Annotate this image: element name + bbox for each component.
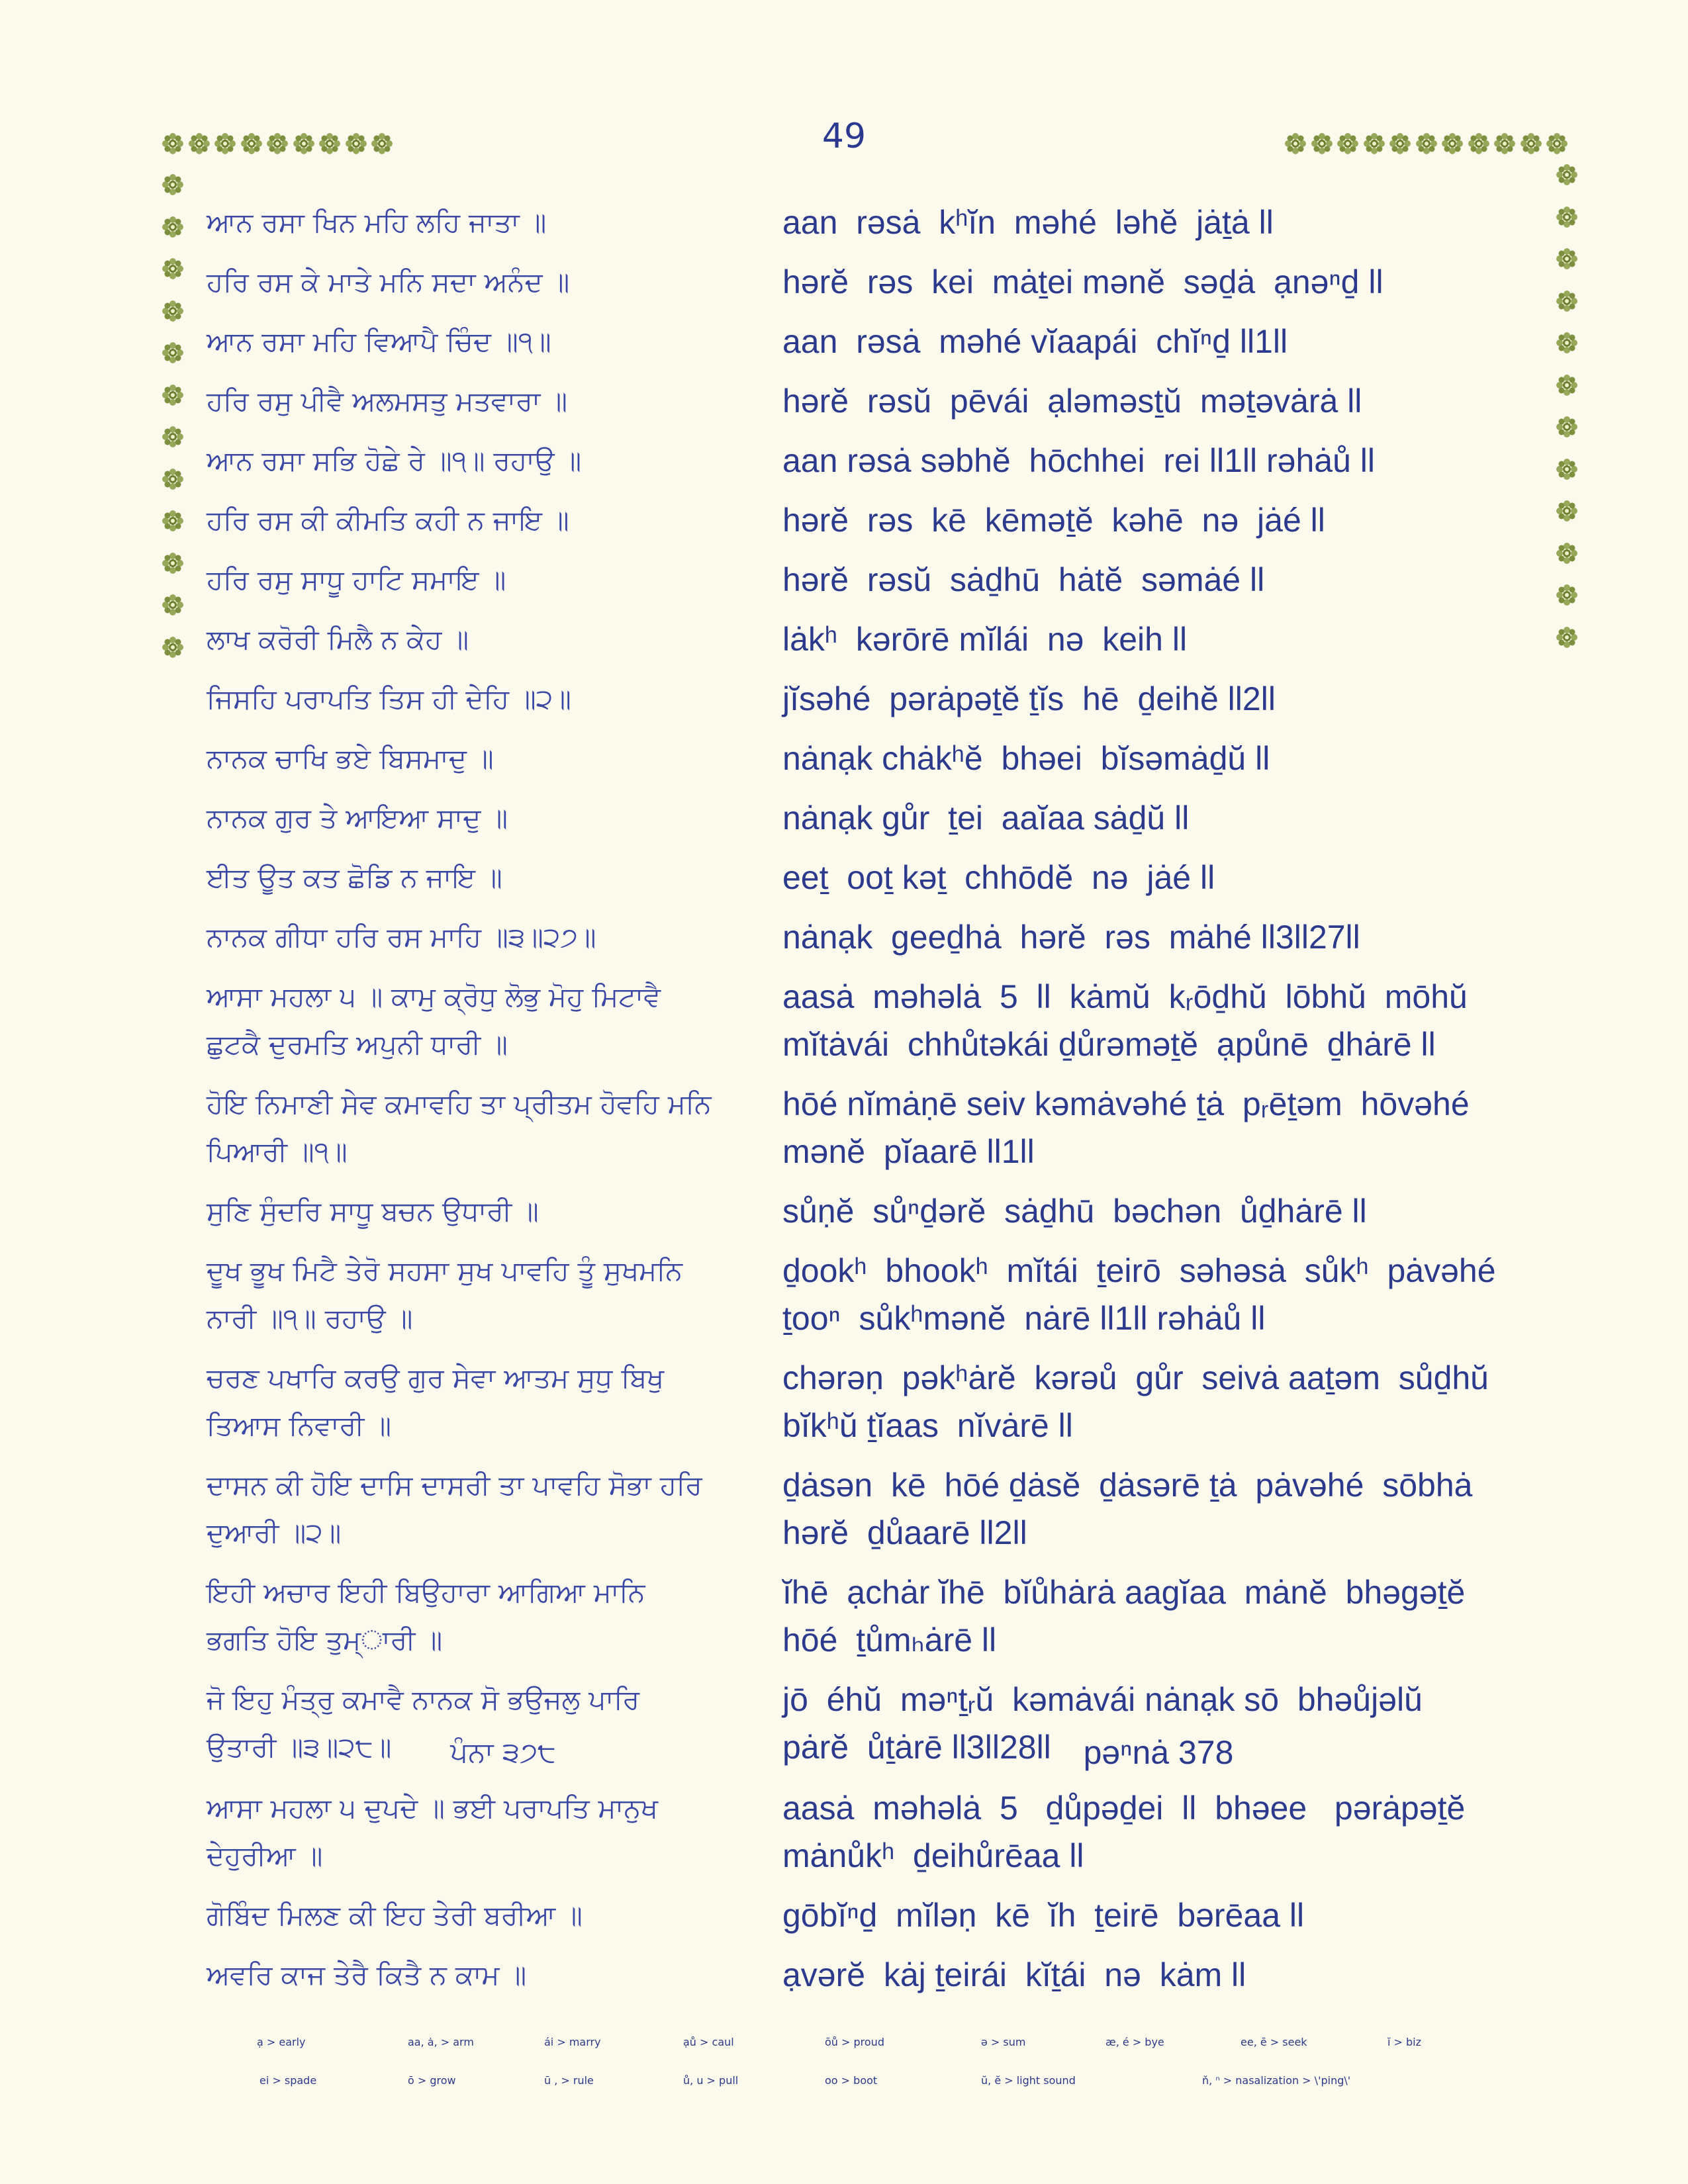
transliteration-text: hərĕ rəs kē kēməṯĕ kəhē nə jȧé ll xyxy=(782,502,1325,539)
verse-line xyxy=(0,258,1688,318)
verse-line xyxy=(0,496,1688,556)
verse-line xyxy=(0,1247,1688,1354)
transliteration-text: hərĕ rəsŭ sȧḏhū hȧtĕ səmȧé ll xyxy=(782,561,1265,598)
gurmukhi-text: ਨਾਨਕ ਚਾਖਿ ਭਏ ਬਿਸਮਾਦੁ ॥ xyxy=(207,743,494,774)
gurmukhi-text: ਨਾਨਕ ਗੁਰ ਤੇ ਆਇਆ ਸਾਦੁ ॥ xyxy=(207,802,508,834)
flower-icon xyxy=(240,132,263,155)
flower-icon xyxy=(1546,132,1568,155)
gurmukhi-text: ਇਹੀ ਅਚਾਰ ਇਹੀ ਬਿਉਹਾਰਾ ਆਗਿਆ ਮਾਨਿ ਭਗਤਿ ਹੋਇ ਤੁਮ੍ਾਰੀ ॥ xyxy=(207,1576,645,1656)
gurmukhi-text: ਆਸਾ ਮਹਲਾ ੫ ॥ ਕਾਮੁ ਕ੍ਰੋਧੁ ਲੋਭੁ ਮੋਹੁ ਮਿਟਾਵੈ ਛੁਟਕੈ ਦੁਰਮਤਿ ਅਪੁਨੀ ਧਾਰੀ ॥ xyxy=(207,981,661,1060)
verse-line xyxy=(0,556,1688,615)
transliteration-text: eeṯ ooṯ kəṯ chhōdĕ nə jȧé ll xyxy=(782,859,1215,896)
flower-icon xyxy=(1363,132,1385,155)
legend-entry: ạ > early xyxy=(257,2036,306,2048)
legend-entry: ōů > proud xyxy=(825,2036,884,2048)
gurmukhi-text: ਈਤ ਊਤ ਕਤ ਛੋਡਿ ਨ ਜਾਇ ॥ xyxy=(207,862,502,893)
verse-line xyxy=(0,1891,1688,1951)
verse-line xyxy=(0,1951,1688,2011)
verse-line xyxy=(0,854,1688,913)
gurmukhi-text: ਹਰਿ ਰਸੁ ਸਾਧੂ ਹਾਟਿ ਸਮਾਇ ॥ xyxy=(207,564,506,596)
legend-entry: æ, é > bye xyxy=(1105,2036,1164,2048)
transliteration-text: gōbĭⁿḏ mĭləṇ kē ĭh ṯeirē bərēaa ll xyxy=(782,1897,1305,1934)
flower-icon xyxy=(1415,132,1438,155)
gurmukhi-text: ਆਸਾ ਮਹਲਾ ੫ ਦੁਪਦੇ ॥ ਭਈ ਪਰਾਪਤਿ ਮਾਨੁਖ ਦੇਹੁਰੀਆ ॥ xyxy=(207,1792,658,1872)
flower-icon xyxy=(1284,132,1307,155)
flower-icon xyxy=(371,132,393,155)
gurmukhi-text: ਆਨ ਰਸਾ ਮਹਿ ਵਿਆਪੈ ਚਿੰਦ ॥੧॥ xyxy=(207,326,551,357)
flower-icon xyxy=(293,132,315,155)
gurmukhi-text: ਗੋਬਿੰਦ ਮਿਲਣ ਕੀ ਇਹ ਤੇਰੀ ਬਰੀਆ ॥ xyxy=(207,1899,583,1931)
legend-entry: ū , > rule xyxy=(544,2074,594,2087)
verse-line xyxy=(0,1569,1688,1676)
verse-line xyxy=(0,1784,1688,1891)
ang-marker-gurmukhi: ਪੰਨਾ ੩੭੮ xyxy=(450,1736,556,1768)
transliteration-text: aan rəsȧ səbhĕ hōchhei rei ll1ll rəhȧů ll xyxy=(782,442,1375,479)
transliteration-text: lȧkʰ kərōrē mĭlái nə keih ll xyxy=(782,621,1188,658)
gurmukhi-text: ਲਾਖ ਕਰੋਰੀ ਮਿਲੈ ਨ ਕੇਹ ॥ xyxy=(207,623,469,655)
gurmukhi-text: ਆਨ ਰਸਾ ਸਭਿ ਹੋਛੇ ਰੇ ॥੧॥ ਰਹਾਉ ॥ xyxy=(207,445,582,477)
legend-entry: ə > sum xyxy=(981,2036,1026,2048)
gurmukhi-text: ਨਾਨਕ ਗੀਧਾ ਹਰਿ ਰਸ ਮਾਹਿ ॥੩॥੨੭॥ xyxy=(207,921,596,953)
page-number: 49 xyxy=(821,116,867,156)
transliteration-text: chərəṇ pəkʰȧrĕ kərəů gůr seivȧ aaṯəm sůḏhŭ bĭkʰŭ ṯĭaas nĭvȧrē ll xyxy=(782,1359,1489,1444)
flower-icon xyxy=(1311,132,1333,155)
legend-entry: ee, ē > seek xyxy=(1241,2036,1307,2048)
flower-icon xyxy=(1468,132,1490,155)
flower-icon xyxy=(1441,132,1464,155)
transliteration-text: aan rəsȧ məhé vĭaapái chĭⁿḏ ll1ll xyxy=(782,323,1288,360)
verse-line xyxy=(0,199,1688,258)
verse-line xyxy=(0,794,1688,854)
legend-entry: ạů > caul xyxy=(683,2036,734,2048)
flower-icon xyxy=(318,132,341,155)
verse-line xyxy=(0,437,1688,496)
gurmukhi-text: ਹਰਿ ਰਸ ਕੀ ਕੀਮਤਿ ਕਹੀ ਨ ਜਾਇ ॥ xyxy=(207,504,569,536)
flower-icon xyxy=(345,132,367,155)
verse-line xyxy=(0,1676,1688,1783)
transliteration-text: ḏookʰ bhookʰ mĭtái ṯeirō səhəsȧ sůkʰ pȧvəhé ṯooⁿ sůkʰmənĕ nȧrē ll1ll rəhȧů ll xyxy=(782,1252,1496,1337)
verse-line xyxy=(0,1354,1688,1461)
gurmukhi-text: ਹਰਿ ਰਸੁ ਪੀਵੈ ਅਲਮਸਤੁ ਮਤਵਾਰਾ ॥ xyxy=(207,385,568,417)
transliteration-text: ḏȧsən kē hōé ḏȧsĕ ḏȧsərē ṯȧ pȧvəhé sōbhȧ hərĕ ḏůaarē ll2ll xyxy=(782,1467,1473,1551)
verse-line xyxy=(0,973,1688,1080)
legend-entry: oo > boot xyxy=(825,2074,878,2087)
flower-icon xyxy=(1520,132,1542,155)
verse-line xyxy=(0,913,1688,973)
verse-line xyxy=(0,318,1688,377)
gurmukhi-text: ਸੁਣਿ ਸੁੰਦਰਿ ਸਾਧੂ ਬਚਨ ਉਧਾਰੀ ॥ xyxy=(207,1195,539,1227)
verse-line xyxy=(0,615,1688,675)
verse-line xyxy=(0,1080,1688,1187)
flower-icon xyxy=(214,132,236,155)
flower-icon xyxy=(162,173,184,196)
gurmukhi-text: ਦੂਖ ਭੂਖ ਮਿਟੈ ਤੇਰੋ ਸਹਸਾ ਸੁਖ ਪਾਵਹਿ ਤੂੰ ਸੁਖਮਨਿ ਨਾਰੀ ॥੧॥ ਰਹਾਉ ॥ xyxy=(207,1255,683,1334)
transliteration-text: hōé nĭmȧṇē seiv kəmȧvəhé ṯȧ pᵣēṯəm hōvəhé mənĕ pĭaarē ll1ll xyxy=(782,1085,1470,1170)
verse-line xyxy=(0,675,1688,735)
legend-entry: ei > spade xyxy=(259,2074,317,2087)
legend-entry: ái > marry xyxy=(544,2036,601,2048)
gurmukhi-text: ਹਰਿ ਰਸ ਕੇ ਮਾਤੇ ਮਨਿ ਸਦਾ ਅਨੰਦ ॥ xyxy=(207,266,570,298)
flower-icon xyxy=(188,132,211,155)
verse-line xyxy=(0,1187,1688,1247)
ang-marker-roman: pəⁿnȧ 378 xyxy=(1083,1734,1234,1771)
gurmukhi-text: ਚਰਣ ਪਖਾਰਿ ਕਰਉ ਗੁਰ ਸੇਵਾ ਆਤਮ ਸੁਧੁ ਬਿਖੁ ਤਿਆਸ ਨਿਵਾਰੀ ॥ xyxy=(207,1362,665,1441)
flower-icon xyxy=(1389,132,1411,155)
transliteration-text: aan rəsȧ kʰĭn məhé ləhĕ jȧṯȧ ll xyxy=(782,204,1274,241)
verse-line xyxy=(0,1461,1688,1569)
transliteration-text: ạvərĕ kȧj ṯeirái kĭṯái nə kȧm ll xyxy=(782,1956,1246,1993)
transliteration-text: aasȧ məhəlȧ 5 ḏůpəḏei ll bhəee pərȧpəṯĕ mȧnůkʰ ḏeihůrēaa ll xyxy=(782,1790,1466,1874)
flower-icon xyxy=(1556,163,1578,186)
transliteration-text: hərĕ rəsŭ pēvái ạləməsṯŭ məṯəvȧrȧ ll xyxy=(782,383,1362,420)
legend-entry: ů, u > pull xyxy=(683,2074,739,2087)
transliteration-text: jō éhŭ məⁿṯᵣŭ kəmȧvái nȧnạk sō bhəůjəlŭ pȧrĕ ůṯȧrē ll3ll28ll xyxy=(782,1681,1423,1766)
verse-line xyxy=(0,377,1688,437)
legend-entry: ĭ > biz xyxy=(1387,2036,1422,2048)
gurmukhi-text: ਦਾਸਨ ਕੀ ਹੋਇ ਦਾਸਿ ਦਾਸਰੀ ਤਾ ਪਾਵਹਿ ਸੋਭਾ ਹਰਿ ਦੁਆਰੀ ॥੨॥ xyxy=(207,1469,702,1549)
transliteration-text: ĭhē ạchȧr ĭhē bĭůhȧrȧ aagĭaa mȧnĕ bhəgəṯĕ hōé ṯůmₕȧrē ll xyxy=(782,1574,1466,1659)
legend-entry: ō > grow xyxy=(408,2074,456,2087)
gurmukhi-text: ਅਵਰਿ ਕਾਜ ਤੇਰੈ ਕਿਤੈ ਨ ਕਾਮ ॥ xyxy=(207,1959,527,1991)
flower-icon xyxy=(1493,132,1516,155)
transliteration-text: aasȧ məhəlȧ 5 ll kȧmŭ kᵣōḏhŭ lōbhŭ mōhŭ mĭtȧvái chhůtəkái ḏůrəməṯĕ ạpůnē ḏhȧrē ll xyxy=(782,978,1468,1063)
verse-line xyxy=(0,735,1688,794)
legend-entry: aa, ȧ, > arm xyxy=(408,2036,474,2048)
transliteration-text: nȧnạk chȧkʰĕ bhəei bĭsəmȧḏŭ ll xyxy=(782,740,1270,777)
flower-icon xyxy=(266,132,289,155)
gurmukhi-text: ਹੋਇ ਨਿਮਾਣੀ ਸੇਵ ਕਮਾਵਹਿ ਤਾ ਪ੍ਰੀਤਮ ਹੋਵਹਿ ਮਨਿ ਪਿਆਰੀ ॥੧॥ xyxy=(207,1088,712,1167)
transliteration-text: nȧnạk gůr ṯei aaĭaa sȧḏŭ ll xyxy=(782,799,1190,837)
flower-icon xyxy=(1336,132,1359,155)
flower-icon xyxy=(162,132,184,155)
gurmukhi-text: ਜਿਸਹਿ ਪਰਾਪਤਿ ਤਿਸ ਹੀ ਦੇਹਿ ॥੨॥ xyxy=(207,683,571,715)
transliteration-text: hərĕ rəs kei mȧṯei mənĕ səḏȧ ạnəⁿḏ ll xyxy=(782,263,1383,300)
transliteration-text: jĭsəhé pərȧpəṯĕ ṯĭs hē ḏeihĕ ll2ll xyxy=(782,680,1276,717)
gurmukhi-text: ਜੋ ਇਹੁ ਮੰਤ੍ਰੁ ਕਮਾਵੈ ਨਾਨਕ ਸੋ ਭਉਜਲੁ ਪਾਰਿ ਉਤਾਰੀ ॥੩॥੨੮॥ xyxy=(207,1684,640,1763)
gurmukhi-text: ਆਨ ਰਸਾ ਖਿਨ ਮਹਿ ਲਹਿ ਜਾਤਾ ॥ xyxy=(207,206,547,238)
legend-entry: ň, ⁿ > nasalization > \'ping\' xyxy=(1202,2074,1351,2087)
legend-entry: ŭ, ĕ > light sound xyxy=(981,2074,1076,2087)
transliteration-text: nȧnạk geeḏhȧ hərĕ rəs mȧhé ll3ll27ll xyxy=(782,919,1360,956)
transliteration-text: sůṇĕ sůⁿḏərĕ sȧḏhū bəchən ůḏhȧrē ll xyxy=(782,1193,1367,1230)
